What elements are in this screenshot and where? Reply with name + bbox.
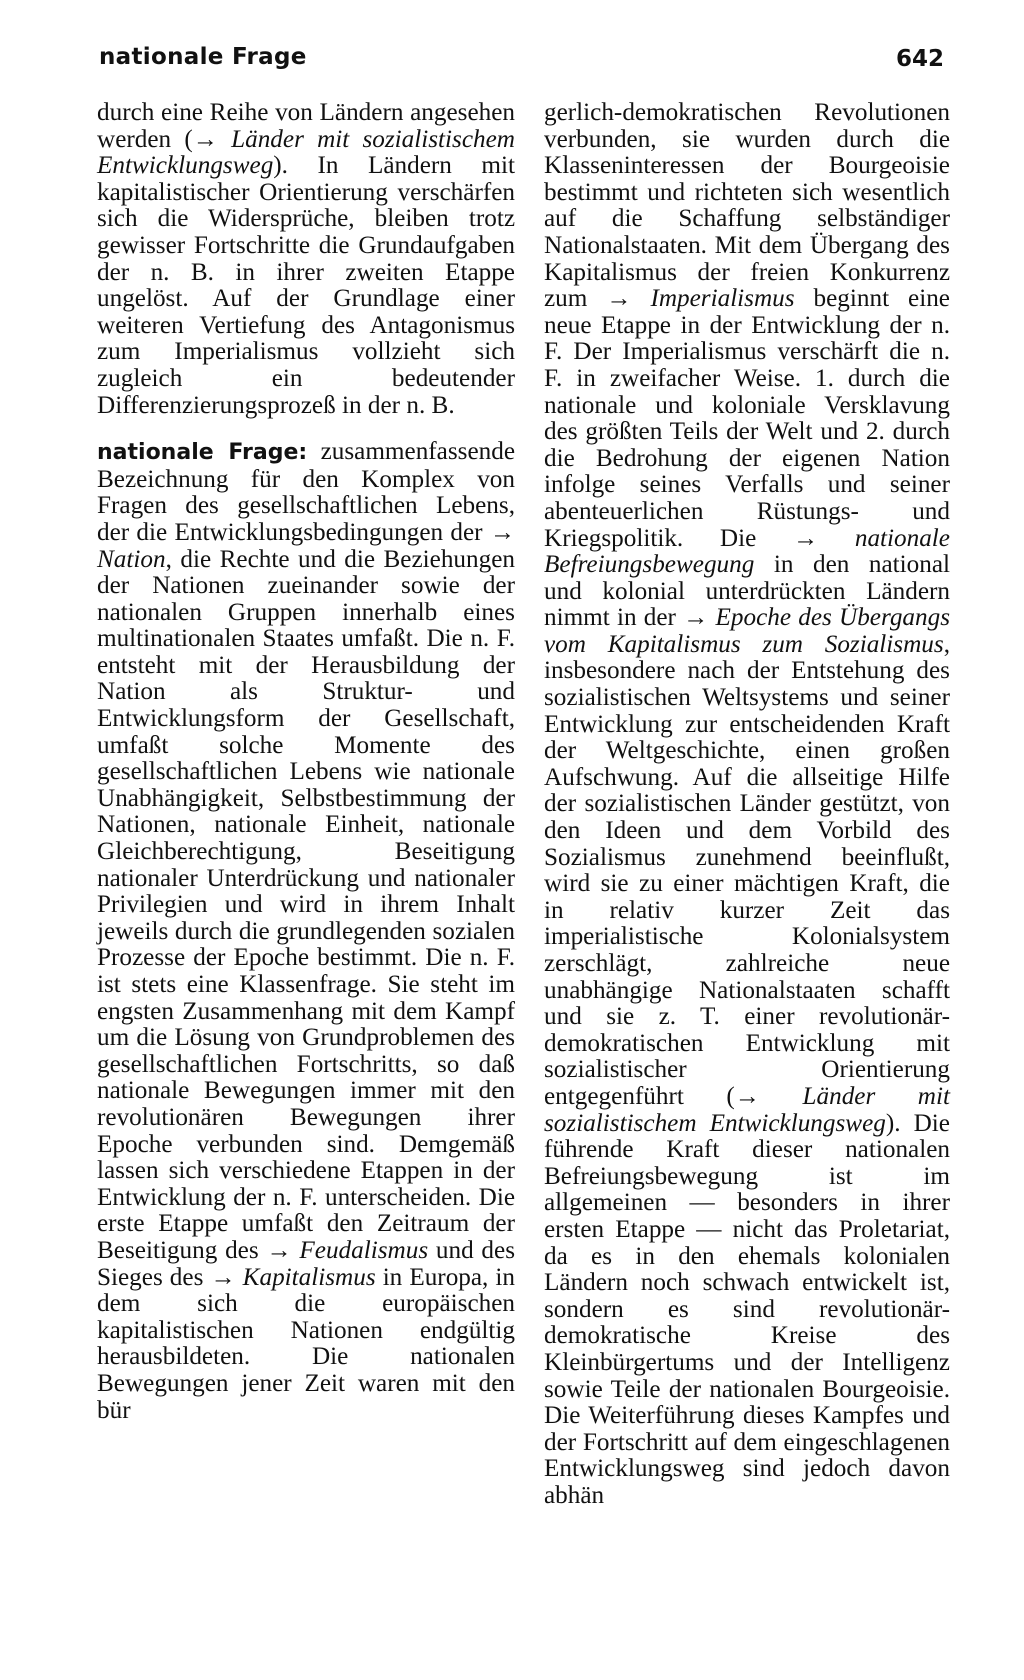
cross-reference-arrow: → (192, 125, 218, 153)
body-text: ). In Ländern mit kapitalistischer Orientierung verschärfen sich die Widersprüche, bleiben trotz gewisser Fortschritte die Grundaufgaben der n. B. in ihrer zweiten Etappe ungelöst. Auf der Grundlage einer weiteren Vertiefung des Antagonismus zum Imperialismus vollzieht sich zugleich ein bedeutender Differenzierungsprozeß in der n. B. (97, 152, 515, 419)
cross-reference-arrow: → (683, 604, 709, 632)
body-text: in den national und kolonial unterdrückten Ländern nimmt in der (544, 551, 950, 632)
body-text: , insbesondere nach der Entstehung des sozialistischen Weltsystems und seiner Entwicklung zur entscheidenden Kraft der Weltgeschichte, einen großen Aufschwung. Auf die allseitige Hilfe der sozialistischen Länder gestützt, von den Ideen und dem Vorbild des Sozialismus zunehmend beeinflußt, wird sie zu einer mächtigen Kraft, die in relativ kurzer Zeit das imperialistische Kolonialsystem zerschlägt, zahlreiche neue unabhängige Nationalstaaten schafft und sie z. T. einer revolutionär-demokratischen Entwicklung mit sozialistischer Orientierung entgegenführt ( (544, 630, 950, 1110)
continued-paragraph (544, 100, 950, 1509)
cross-reference: Nation (97, 545, 166, 573)
cross-reference: Länder mit sozialistischem Entwicklungsweg (544, 1082, 950, 1137)
body-text: beginnt eine neue Etappe in der Entwicklung der n. F. Der Imperialismus verschärft die n. F. in zweifacher Weise. 1. durch die nationale und koloniale Versklavung des größten Teils der Welt und 2. durch die Bedrohung der eigenen Nation infolge seines Verfalls und seiner abenteuerlichen Rüstungs- und Kriegspolitik. Die (544, 285, 950, 552)
body-text: in Europa, in dem sich die europäischen kapitalistischen Nationen endgültig herausbildeten. Die nationalen Bewegungen jener Zeit waren mit den bür (97, 1263, 515, 1424)
cross-reference-arrow: → (734, 1082, 760, 1110)
right-column (544, 100, 950, 1509)
cross-reference-arrow: → (266, 1236, 292, 1264)
cross-reference: Epoche des Übergangs vom Kapitalismus zum Sozialismus (544, 604, 951, 658)
cross-reference: Kapitalismus (235, 1263, 376, 1291)
page-number: 642 (896, 46, 945, 72)
body-text: gerlich-demokratischen Revolutionen verbunden, sie wurden durch die Klasseninteressen der Bourgeoisie bestimmt und richteten sich wesentlich auf die Schaffung selbständiger Nationalstaaten. Mit dem Übergang des Kapitalismus der freien Konkurrenz zum (544, 99, 950, 313)
dictionary-entry (97, 439, 515, 1424)
cross-reference: Imperialismus (631, 285, 795, 313)
cross-reference: Feudalismus (291, 1236, 429, 1264)
cross-reference-arrow: → (606, 285, 632, 313)
running-title: nationale Frage (99, 44, 307, 70)
cross-reference: nationale Befreiungsbewegung (544, 524, 950, 579)
cross-reference-arrow: → (792, 524, 819, 552)
cross-reference-arrow: → (489, 518, 515, 546)
body-text: und des Sieges des (97, 1236, 516, 1291)
body-text: zusammenfassende Bezeichnung für den Komplex von Fragen des gesellschaftlichen Lebens, der die Entwicklungsbedingungen der (97, 438, 515, 546)
left-column (97, 100, 515, 1424)
cross-reference-arrow: → (210, 1263, 236, 1291)
continued-paragraph (97, 100, 515, 419)
entry-headword: nationale Frage: (97, 440, 308, 466)
body-text: ). Die führende Kraft dieser nationalen Befreiungsbewegung ist im allgemeinen — besonders in ihrer ersten Etappe — nicht das Proletariat, da es in den ehemals kolonialen Ländern noch schwach entwickelt ist, sondern es sind revolutionär-demokratische Kreise des Kleinbürgertums und der Intelligenz sowie Teile der nationalen Bourgeoisie. Die Weiterführung dieses Kampfes und der Fortschritt auf dem eingeschlagenen Entwicklungsweg sind jedoch davon abhän (544, 1109, 950, 1509)
cross-reference: Länder mit sozialistischem Entwicklungsweg (97, 125, 515, 180)
body-text: durch eine Reihe von Ländern angesehen werden ( (97, 99, 515, 153)
body-text: , die Rechte und die Beziehungen der Nationen zueinander sowie der nationalen Gruppen innerhalb eines multinationalen Staates umfaßt. Die n. F. entsteht mit der Herausbildung der Nation als Struktur- und Entwicklungsform der Gesellschaft, umfaßt solche Momente des gesellschaftlichen Lebens wie nationale Unabhängigkeit, Selbstbestimmung der Nationen, nationale Einheit, nationale Gleichberechtigung, Beseitigung nationaler Unterdrückung und nationaler Privilegien und wird in ihrem Inhalt jeweils durch die grundlegenden sozialen Prozesse der Epoche bestimmt. Die n. F. ist stets eine Klassenfrage. Sie steht im engsten Zusammenhang mit dem Kampf um die Lösung von Grundproblemen des gesellschaftlichen Fortschritts, so daß nationale Bewegungen immer mit den revolutionären Bewegungen ihrer Epoche verbunden sind. Demgemäß lassen sich verschiedene Etappen in der Entwicklung der n. F. unterscheiden. Die erste Etappe umfaßt den Zeitraum der Beseitigung des (97, 545, 515, 1264)
